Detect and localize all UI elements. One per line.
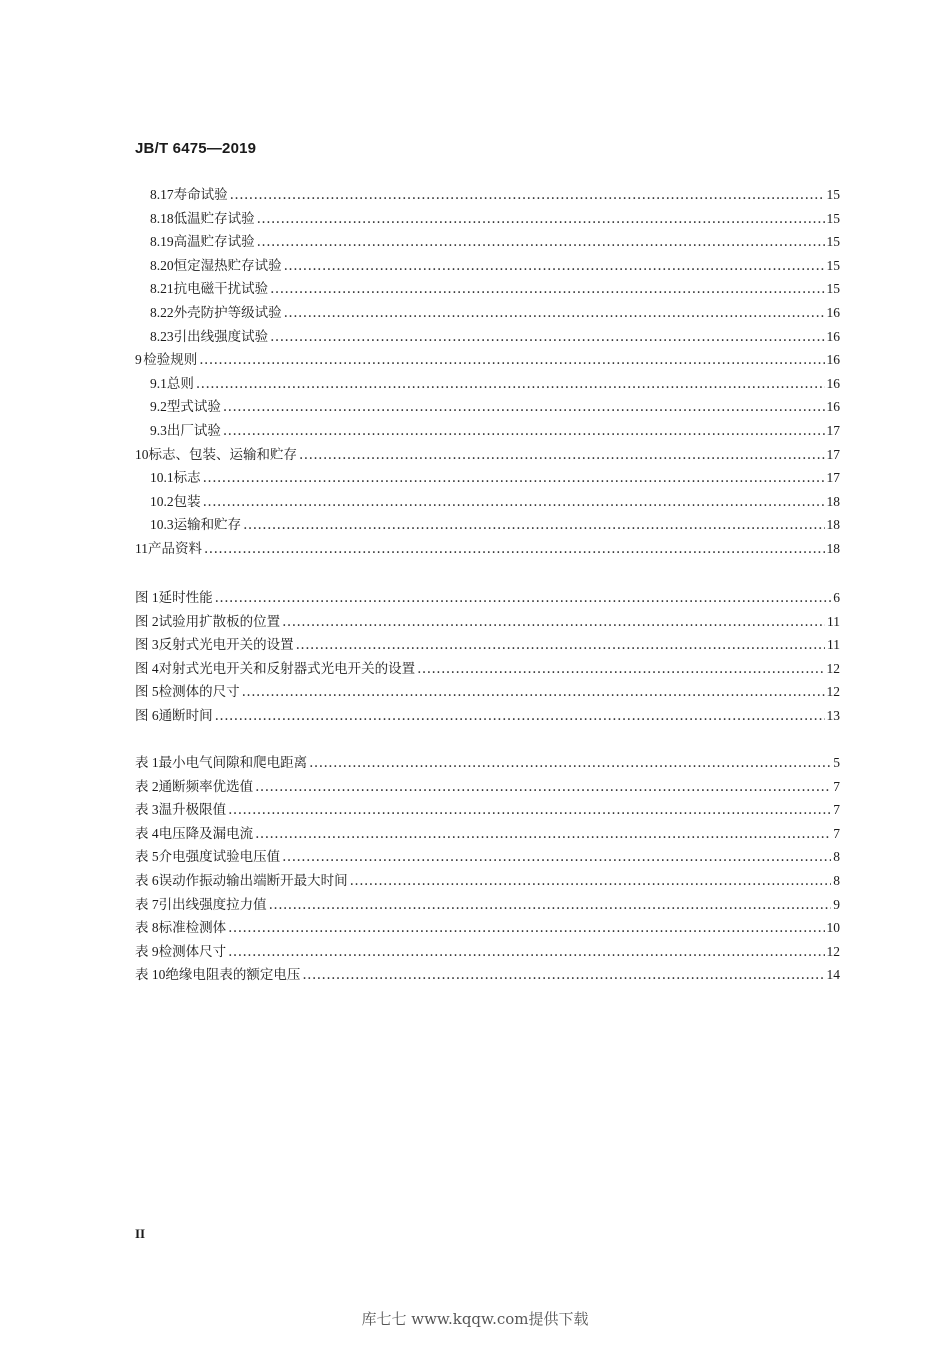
toc-entry-title: 检测体的尺寸 [158,684,240,701]
toc-entry[interactable] [150,469,840,487]
toc-entry[interactable] [135,896,840,914]
toc-entry-page: 10 [826,920,840,936]
toc-entry-title: 恒定湿热贮存试验 [173,257,282,274]
toc-entry[interactable] [150,304,840,322]
toc-leader-dots [257,210,825,228]
toc-entry-page: 12 [826,660,840,676]
toc-entry-number: 图 5 [135,684,159,700]
toc-entry-number: 8.19 [150,234,174,250]
toc-entry[interactable] [150,493,840,511]
toc-entry-number: 表 3 [135,802,159,818]
toc-entry-number: 表 7 [135,896,159,912]
toc-entry-title: 电压降及漏电流 [158,825,254,842]
toc-entry[interactable] [135,683,840,701]
toc-entry-title: 抗电磁干扰试验 [173,281,269,298]
toc-leader-dots [199,351,824,369]
toc-entry-title: 标准检测体 [158,920,227,937]
toc-entry[interactable] [150,328,840,346]
toc-leader-dots [296,636,825,654]
toc-entry-number: 8.20 [150,257,174,273]
toc-entry-title: 误动作振动输出端断开最大时间 [158,873,348,889]
toc-leader-dots [417,660,824,678]
toc-leader-dots [228,919,824,937]
toc-entry-title: 最小电气间隙和爬电距离 [158,755,308,771]
toc-entry-title: 型式试验 [166,399,221,416]
toc-entry-number: 10 [135,446,149,462]
toc-entry-page: 15 [826,281,840,297]
toc-entry-title: 试验用扩散板的位置 [158,613,281,630]
toc-entry-number: 11 [135,541,148,556]
toc-leader-dots [284,257,825,275]
toc-entry-title: 通断频率优选值 [158,778,254,795]
toc-leader-dots [270,328,824,346]
toc-entry-page: 15 [826,210,840,226]
toc-entry-title: 低温贮存试验 [173,210,255,227]
toc-entry[interactable] [150,516,840,534]
toc-leader-dots [215,707,825,725]
toc-entry[interactable] [150,398,840,416]
toc-entry[interactable] [150,186,840,204]
toc-entry[interactable] [135,778,840,796]
toc-entry-page: 7 [833,802,840,818]
toc-leader-dots [242,683,825,701]
toc-leader-dots [282,848,831,866]
toc-entry[interactable] [150,210,840,228]
toc-entry-title: 检测体尺寸 [158,943,227,960]
toc-entry-page: 16 [826,399,840,415]
toc-entry-title: 对射式光电开关和反射器式光电开关的设置 [158,660,416,677]
toc-entry[interactable] [135,613,840,631]
toc-entry-page: 11 [827,613,840,629]
toc-entry-title: 介电强度试验电压值 [158,849,281,866]
toc-leader-dots [255,778,831,796]
toc-entry-number: 8.18 [150,210,174,226]
toc-entry-page: 15 [826,257,840,273]
toc-leader-dots [302,966,824,984]
toc-entry-number: 10.3 [150,517,174,533]
toc-leader-dots [203,469,825,487]
toc-entry-number: 表 4 [135,825,159,841]
toc-entry-title: 引出线强度试验 [173,328,269,345]
toc-entry-number: 图 1 [135,590,159,605]
toc-entry-title: 延时性能 [158,590,213,606]
toc-leader-dots [223,398,825,416]
toc-leader-dots [196,375,825,393]
toc-entry-number: 8.22 [150,305,174,320]
toc-entry-page: 12 [826,943,840,959]
toc-entry-number: 表 10 [135,967,166,983]
toc-entry-page: 14 [826,967,840,983]
toc-leader-dots [228,943,824,961]
toc-entry[interactable] [135,636,840,654]
toc-entry[interactable] [135,825,840,843]
toc-entry-title: 寿命试验 [173,187,228,203]
toc-entry-number: 图 6 [135,708,159,723]
toc-entry[interactable] [135,351,840,369]
toc-entry-title: 外壳防护等级试验 [173,305,282,321]
toc-entry-number: 表 9 [135,943,159,959]
toc-entry-number: 图 2 [135,613,159,629]
download-watermark: 库七七 www.kqqw.com提供下载 [361,1310,589,1328]
toc-entry[interactable] [135,589,840,607]
toc-entry-title: 标志、包装、运输和贮存 [148,446,297,463]
toc-entry[interactable] [135,707,840,725]
toc-entry-page: 16 [826,352,840,368]
toc-entry[interactable] [135,848,840,866]
toc-entry-page: 13 [826,708,840,723]
toc-entry[interactable] [135,540,840,558]
toc-entry-title: 包装 [173,493,201,510]
toc-entry-title: 温升极限值 [158,802,227,819]
toc-entry-number: 图 4 [135,660,159,676]
document-id-header: JB/T 6475—2019 [135,140,257,157]
toc-entry-number: 表 2 [135,778,159,794]
toc-entry[interactable] [135,660,840,678]
toc-entry-number: 9.1 [150,375,167,391]
toc-entry[interactable] [150,280,840,298]
toc-entry[interactable] [135,446,840,464]
toc-entry-page: 9 [833,896,840,912]
toc-entry-page: 8 [833,849,840,865]
toc-entry[interactable] [150,257,840,275]
toc-entry-title: 反射式光电开关的设置 [158,637,294,654]
toc-entry-page: 16 [826,328,840,344]
toc-entry-number: 8.21 [150,281,174,297]
toc-entry[interactable] [135,801,840,819]
toc-entry-number: 表 8 [135,920,159,936]
toc-entry-page: 6 [833,590,840,605]
toc-leader-dots [270,280,824,298]
toc-entry-number: 8.23 [150,328,174,344]
toc-leader-dots [255,825,831,843]
toc-entry-number: 图 3 [135,637,159,653]
toc-entry[interactable] [150,422,840,440]
toc-leader-dots [350,872,832,890]
toc-entry-title: 高温贮存试验 [173,234,255,251]
toc-entry-page: 7 [833,778,840,794]
toc-entry-number: 9.2 [150,399,167,415]
toc-entry-title: 通断时间 [158,708,213,724]
toc-entry[interactable] [135,754,840,772]
toc-entry-page: 5 [833,755,840,770]
toc-leader-dots [269,896,832,914]
toc-entry-page: 15 [826,234,840,250]
toc-entry[interactable] [150,375,840,393]
toc-leader-dots [204,540,825,558]
toc-leader-dots [203,493,825,511]
toc-entry-number: 8.17 [150,187,174,202]
toc-entry[interactable] [135,919,840,937]
toc-leader-dots [215,589,832,607]
toc-entry-page: 12 [826,684,840,700]
toc-entry-title: 运输和贮存 [173,517,242,534]
toc-entry-page: 15 [826,187,840,202]
toc-entry[interactable] [135,872,840,890]
toc-entry-title: 产品资料 [148,541,202,557]
toc-entry[interactable] [150,233,840,251]
toc-entry-number: 10.2 [150,493,174,509]
toc-leader-dots [284,304,825,322]
toc-entry-number: 表 5 [135,849,159,865]
toc-entry-page: 8 [833,873,840,888]
toc-entry-number: 9.3 [150,423,167,438]
toc-entry-title: 绝缘电阻表的额定电压 [165,967,301,984]
toc-entry-page: 18 [826,541,840,556]
toc-entry[interactable] [135,966,840,984]
toc-entry-page: 16 [826,375,840,391]
toc-entry-number: 9 [135,352,142,368]
toc-entry-title: 出厂试验 [166,423,221,439]
toc-leader-dots [230,186,825,204]
toc-entry-title: 引出线强度拉力值 [158,896,267,913]
toc-entry-title: 总则 [166,375,194,392]
toc-entry-number: 10.1 [150,470,174,486]
toc-entry[interactable] [135,943,840,961]
toc-leader-dots [223,422,825,440]
toc-leader-dots [309,754,831,772]
toc-entry-page: 17 [826,423,840,438]
toc-leader-dots [299,446,825,464]
toc-entry-page: 11 [827,637,840,653]
toc-leader-dots [243,516,824,534]
toc-entry-title: 标志 [173,470,201,487]
page-number: II [135,1226,146,1241]
toc-leader-dots [228,801,831,819]
toc-entry-page: 17 [826,446,840,462]
toc-leader-dots [282,613,825,631]
toc-entry-page: 18 [826,517,840,533]
toc-leader-dots [257,233,825,251]
toc-entry-number: 表 6 [135,873,159,888]
toc-entry-number: 表 1 [135,755,159,770]
toc-entry-page: 7 [833,825,840,841]
toc-entry-page: 17 [826,470,840,486]
toc-entry-page: 18 [826,493,840,509]
toc-entry-page: 16 [826,305,840,320]
toc-entry-title: 检验规则 [143,352,198,369]
